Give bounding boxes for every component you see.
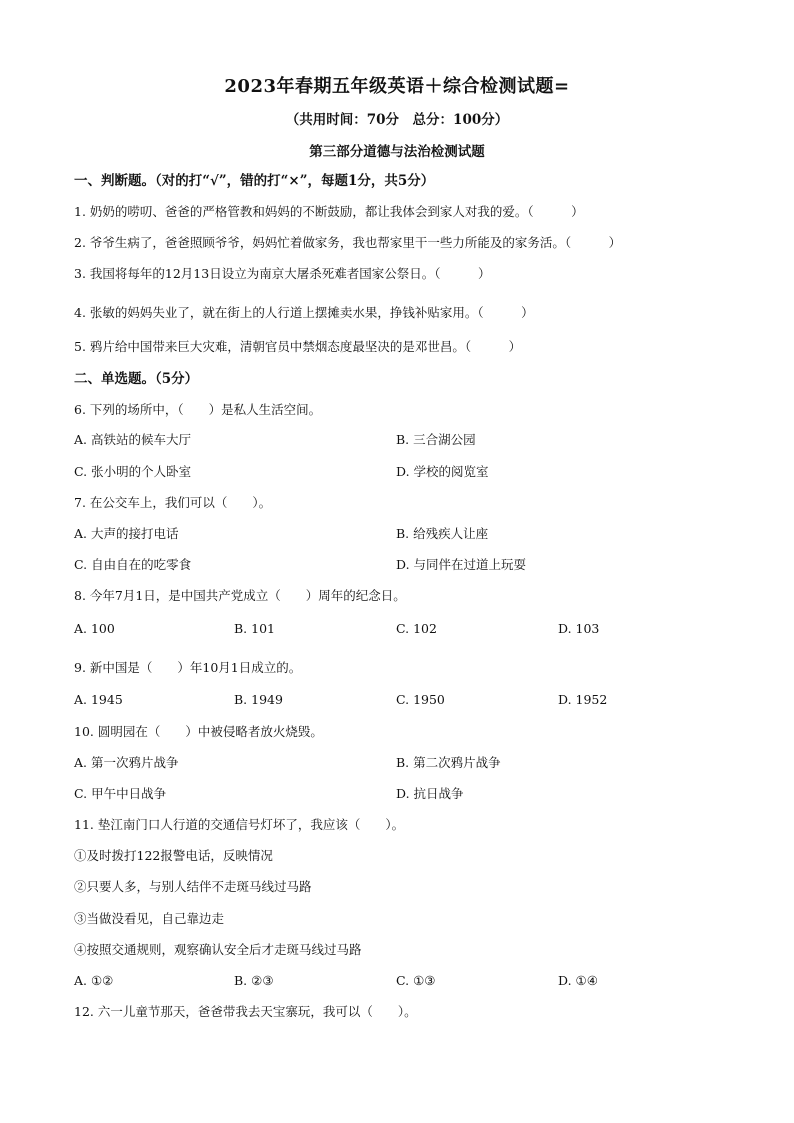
- q6-option-d: D. 学校的阅览室: [396, 464, 489, 479]
- q7-option-b: B. 给残疾人让座: [396, 526, 489, 541]
- q11-statement-1: ①及时拨打122报警电话，反映情况: [74, 848, 273, 863]
- question-11-stem: 11. 垫江南门口人行道的交通信号灯坏了，我应该（ ）。: [74, 817, 405, 832]
- section1-heading: 一、判断题。（对的打“√”，错的打“×”，每题1分，共5分）: [74, 173, 435, 189]
- judge-item-1: 1. 奶奶的唠叨、爸爸的严格管教和妈妈的不断鼓励，都让我体会到家人对我的爱。（ ）: [74, 204, 584, 219]
- judge-item-5: 5. 鸦片给中国带来巨大灾难，清朝官员中禁烟态度最坚决的是邓世昌。（ ）: [74, 339, 522, 354]
- question-9-stem: 9. 新中国是（ ）年10月1日成立的。: [74, 660, 302, 675]
- q8-option-d: D. 103: [558, 621, 600, 636]
- q11-option-d: D. ①④: [558, 973, 598, 988]
- q9-option-d: D. 1952: [558, 692, 608, 707]
- q8-option-b: B. 101: [234, 621, 275, 636]
- exam-info: （共用时间：70分 总分：100分）: [285, 112, 509, 128]
- q11-statement-3: ③当做没看见，自己靠边走: [74, 911, 225, 926]
- q9-option-c: C. 1950: [396, 692, 445, 707]
- q7-option-c: C. 自由自在的吃零食: [74, 557, 192, 572]
- question-6-stem: 6. 下列的场所中，（ ）是私人生活空间。: [74, 402, 322, 417]
- q10-option-c: C. 甲午中日战争: [74, 786, 167, 801]
- q11-statement-4: ④按照交通规则，观察确认安全后才走斑马线过马路: [74, 942, 362, 957]
- q8-option-c: C. 102: [396, 621, 437, 636]
- q10-option-d: D. 抗日战争: [396, 786, 464, 801]
- section2-heading: 二、单选题。（5分）: [74, 371, 199, 387]
- q7-option-d: D. 与同伴在过道上玩耍: [396, 557, 527, 572]
- judge-item-2: 2. 爷爷生病了，爸爸照顾爷爷，妈妈忙着做家务，我也帮家里干一些力所能及的家务活。（ ）: [74, 235, 622, 250]
- q10-option-b: B. 第二次鸦片战争: [396, 755, 501, 770]
- q6-option-c: C. 张小明的个人卧室: [74, 464, 192, 479]
- q10-option-a: A. 第一次鸦片战争: [74, 755, 179, 770]
- q11-option-c: C. ①③: [396, 973, 436, 988]
- judge-item-4: 4. 张敏的妈妈失业了，就在街上的人行道上摆摊卖水果，挣钱补贴家用。（ ）: [74, 305, 534, 320]
- q8-option-a: A. 100: [74, 621, 115, 636]
- question-10-stem: 10. 圆明园在（ ）中被侵略者放火烧毁。: [74, 724, 323, 739]
- judge-item-3: 3. 我国将每年的12月13日设立为南京大屠杀死难者国家公祭日。（ ）: [74, 266, 491, 281]
- q11-statement-2: ②只要人多，与别人结伴不走斑马线过马路: [74, 879, 312, 894]
- question-12-stem: 12. 六一儿童节那天，爸爸带我去天宝寨玩，我可以（ ）。: [74, 1004, 417, 1019]
- part-title: 第三部分道德与法治检测试题: [309, 144, 485, 160]
- question-8-stem: 8. 今年7月1日，是中国共产党成立（ ）周年的纪念日。: [74, 588, 406, 603]
- q9-option-b: B. 1949: [234, 692, 283, 707]
- q7-option-a: A. 大声的接打电话: [74, 526, 179, 541]
- q6-option-b: B. 三合湖公园: [396, 432, 476, 447]
- question-7-stem: 7. 在公交车上，我们可以（ ）。: [74, 495, 272, 510]
- q11-option-b: B. ②③: [234, 973, 274, 988]
- q9-option-a: A. 1945: [74, 692, 123, 707]
- q11-option-a: A. ①②: [74, 973, 114, 988]
- q6-option-a: A. 高铁站的候车大厅: [74, 432, 191, 447]
- page-title: 2023年春期五年级英语＋综合检测试题=: [224, 76, 570, 97]
